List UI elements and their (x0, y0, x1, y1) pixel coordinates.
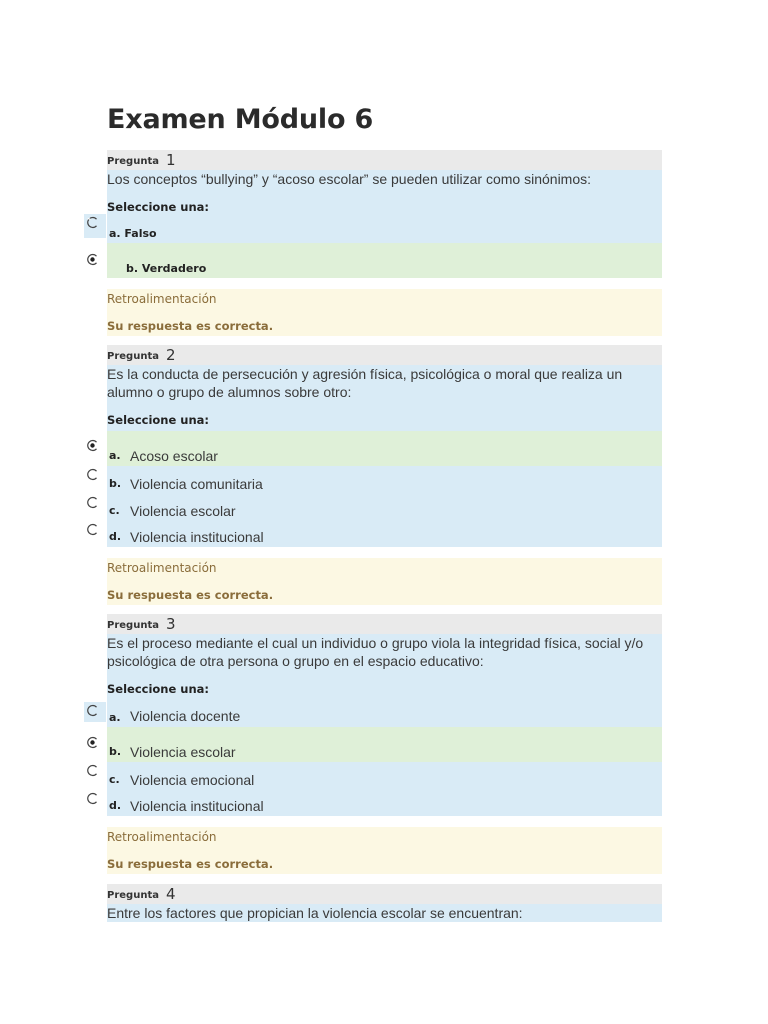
option-label: Violencia emocional (130, 772, 255, 788)
question-number: 1 (166, 151, 176, 169)
question-2-header (107, 345, 662, 365)
radio-unselected-icon[interactable] (86, 496, 99, 509)
radio-unselected-icon[interactable] (86, 764, 99, 777)
question-1-header (107, 150, 662, 170)
option-label: Violencia institucional (130, 529, 264, 545)
question-label: Pregunta (107, 156, 159, 167)
option-row-selected[interactable] (107, 431, 662, 466)
question-label: Pregunta (107, 351, 159, 362)
option-label: Violencia comunitaria (130, 476, 263, 492)
option-row[interactable] (107, 494, 662, 521)
option-row[interactable] (107, 521, 662, 547)
question-3-header (107, 614, 662, 634)
option-radio-cell[interactable] (84, 214, 106, 238)
option-letter: a. (109, 711, 121, 724)
option-radio-cell[interactable] (84, 790, 106, 812)
question-text: Es la conducta de persecución y agresión física, psicológica o moral que realiza un alumno o grupo de alumnos sobre otro: (107, 366, 623, 400)
select-one-prompt: Seleccione una: (107, 413, 210, 427)
radio-selected-icon[interactable] (86, 253, 99, 266)
page-title: Examen Módulo 6 (107, 104, 374, 135)
question-1-body (107, 170, 662, 243)
question-text: Los conceptos “bullying” y “acoso escolar” se pueden utilizar como sinónimos: (107, 171, 592, 187)
option-label: Violencia escolar (130, 744, 236, 760)
radio-unselected-icon[interactable] (86, 468, 99, 481)
question-text: Entre los factores que propician la violencia escolar se encuentran: (107, 905, 523, 921)
option-letter: d. (109, 530, 122, 543)
question-2-body (107, 365, 662, 431)
select-one-prompt: Seleccione una: (107, 200, 210, 214)
feedback-result: Su respuesta es correcta. (107, 857, 274, 871)
feedback-panel (107, 558, 662, 605)
feedback-result: Su respuesta es correcta. (107, 319, 274, 333)
option-label: Violencia docente (130, 708, 241, 724)
feedback-title: Retroalimentación (107, 292, 217, 306)
option-row[interactable] (107, 762, 662, 790)
option-radio-cell[interactable] (84, 437, 106, 461)
option-label: b. Verdadero (126, 262, 207, 275)
option-radio-cell[interactable] (84, 251, 106, 275)
feedback-title: Retroalimentación (107, 830, 217, 844)
option-label: a. Falso (109, 227, 157, 240)
question-number: 2 (166, 346, 176, 364)
option-letter: b. (109, 477, 122, 490)
option-radio-cell[interactable] (84, 521, 106, 543)
question-number: 4 (166, 885, 176, 903)
option-letter: b. (109, 745, 122, 758)
question-label: Pregunta (107, 620, 159, 631)
option-radio-cell[interactable] (84, 494, 106, 516)
radio-selected-icon[interactable] (86, 439, 99, 452)
feedback-panel (107, 289, 662, 336)
option-letter: a. (109, 449, 121, 462)
option-row-selected[interactable] (107, 727, 662, 762)
option-label: Acoso escolar (130, 448, 218, 464)
question-label: Pregunta (107, 890, 159, 901)
option-row[interactable] (107, 466, 662, 494)
option-letter: c. (109, 773, 120, 786)
option-letter: d. (109, 799, 122, 812)
question-3-body (107, 634, 662, 727)
feedback-panel (107, 827, 662, 874)
feedback-title: Retroalimentación (107, 561, 217, 575)
question-number: 3 (166, 615, 176, 633)
option-label: Violencia escolar (130, 503, 236, 519)
question-text: Es el proceso mediante el cual un individuo o grupo viola la integridad física, social y/o psicológica de otra persona o grupo en el espacio educativo: (107, 635, 644, 669)
option-letter: c. (109, 504, 120, 517)
option-label: Violencia institucional (130, 798, 264, 814)
radio-unselected-icon[interactable] (86, 523, 99, 536)
option-radio-cell[interactable] (84, 734, 106, 758)
option-radio-cell[interactable] (84, 466, 106, 490)
radio-unselected-icon[interactable] (86, 216, 99, 229)
radio-unselected-icon[interactable] (86, 792, 99, 805)
option-radio-cell[interactable] (84, 702, 106, 722)
option-radio-cell[interactable] (84, 762, 106, 786)
option-row[interactable] (107, 790, 662, 816)
option-row-selected[interactable] (107, 243, 662, 278)
feedback-result: Su respuesta es correcta. (107, 588, 274, 602)
radio-selected-icon[interactable] (86, 736, 99, 749)
select-one-prompt: Seleccione una: (107, 682, 210, 696)
question-4-body (107, 904, 662, 922)
question-4-header (107, 884, 662, 904)
radio-unselected-icon[interactable] (86, 704, 99, 717)
